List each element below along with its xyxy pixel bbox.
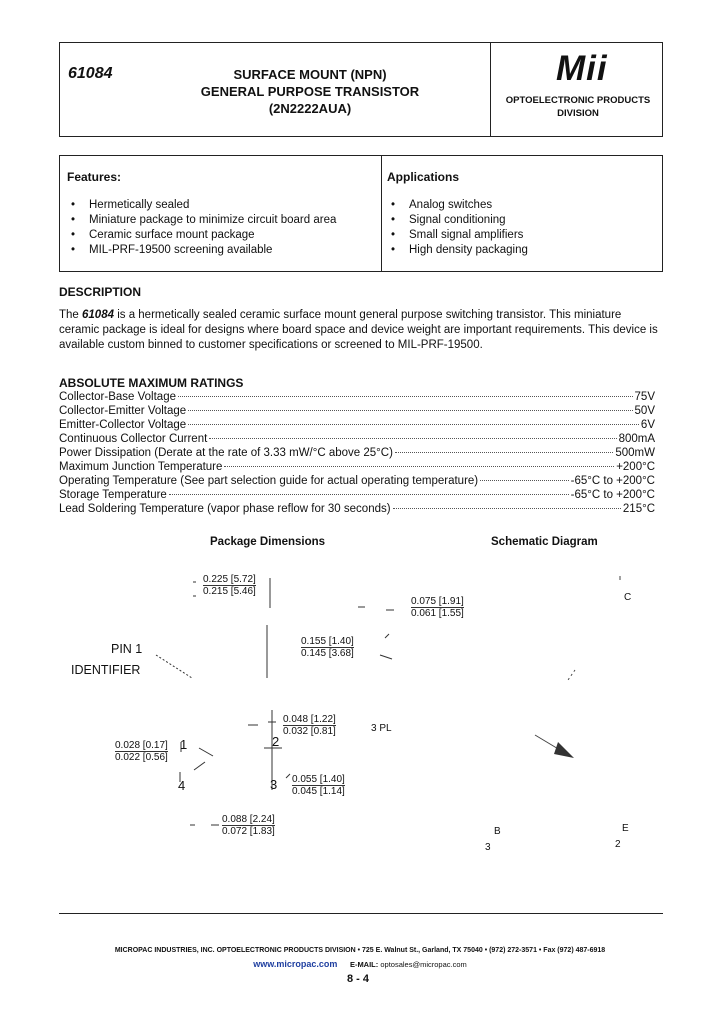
dim-body-width [301, 636, 354, 659]
email-label: E-MAIL: [349, 960, 379, 969]
dim-arrow [380, 655, 392, 659]
emitter-label: E [622, 823, 629, 834]
pin1-line-1: PIN 1 [111, 642, 143, 656]
dim-value: 0.075 [1.91] [411, 596, 464, 607]
hatch-mark [199, 748, 213, 756]
division-name [494, 94, 662, 120]
dim-value: 0.215 [5.46] [203, 586, 256, 597]
header-box [59, 42, 663, 137]
features-divider [381, 156, 382, 271]
rating-label: Storage Temperature [59, 489, 167, 501]
dim-value: 0.088 [2.24] [222, 814, 275, 825]
dim-value: 0.032 [0.81] [283, 726, 336, 737]
rating-label: Operating Temperature (See part selection guide for actual operating temperature) [59, 475, 479, 487]
footer-company: MICROPAC INDUSTRIES, INC. OPTOELECTRONIC PRODUCTS DIVISION • 725 E. Walnut St., Garland, TX 75040 • (972) 272-3571 • Fax (972) 487-6918 [114, 947, 606, 954]
emitter-arrow-icon [554, 742, 574, 758]
dim-value: 0.022 [0.56] [115, 752, 168, 763]
dim-value: 0.225 [5.72] [203, 574, 256, 585]
schematic-symbol [480, 570, 660, 820]
rating-label: Power Dissipation (Derate at the rate of 3.33 mW/°C above 25°C) [59, 447, 393, 459]
application-item: • Analog switches [387, 198, 528, 213]
dim-value: 0.072 [1.83] [222, 826, 275, 837]
footer-contact [0, 959, 720, 969]
collector-line [568, 670, 575, 680]
base-label: B [494, 826, 501, 837]
rating-row [59, 460, 655, 474]
dim-overall-length [203, 574, 256, 597]
feature-item: • Ceramic surface mount package [67, 228, 336, 243]
three-places-note: 3 PL [371, 723, 392, 734]
applications-heading: Applications [387, 170, 460, 184]
dot-leader [178, 396, 633, 397]
rating-label: Collector-Emitter Voltage [59, 405, 187, 417]
rating-label: Collector-Base Voltage [59, 391, 176, 403]
schematic-heading: Schematic Diagram [491, 536, 598, 548]
dim-pad-spacing [292, 774, 345, 797]
rating-value: 800mA [618, 433, 655, 445]
company-logo: Mii [556, 49, 608, 88]
description-part-number: 61084 [82, 309, 114, 321]
division-line-1: OPTOELECTRONIC PRODUCTS [505, 95, 651, 106]
application-item: • Signal conditioning [387, 213, 528, 228]
dot-leader [188, 410, 632, 411]
base-pin-number: 3 [485, 842, 491, 853]
title-line-3: (2N2222AUA) [268, 101, 352, 116]
applications-list [387, 198, 528, 258]
header-divider [490, 43, 491, 136]
website-link[interactable]: www.micropac.com [253, 959, 338, 969]
dot-leader [188, 424, 639, 425]
ratings-heading: ABSOLUTE MAXIMUM RATINGS [59, 376, 244, 390]
collector-label: C [624, 592, 632, 603]
description-heading: DESCRIPTION [59, 285, 142, 299]
rating-value: -65°C to +200°C [570, 475, 655, 487]
rating-value: +200°C [616, 461, 655, 473]
dim-pad-pitch [222, 814, 275, 837]
page-number: 8 - 4 [347, 973, 370, 985]
rating-row [59, 488, 655, 502]
feature-item: • Miniature package to minimize circuit board area [67, 213, 336, 228]
rating-row [59, 446, 655, 460]
dot-leader [393, 508, 621, 509]
rating-label: Lead Soldering Temperature (vapor phase reflow for 30 seconds) [59, 503, 391, 515]
rating-value: 75V [634, 391, 655, 403]
dot-leader [480, 480, 569, 481]
title-line-1: SURFACE MOUNT (NPN) [233, 67, 387, 82]
dim-value: 0.048 [1.22] [283, 714, 336, 725]
dim-value: 0.061 [1.55] [411, 608, 464, 619]
features-heading: Features: [67, 170, 122, 184]
rating-row [59, 418, 655, 432]
feature-item: • Hermetically sealed [67, 198, 336, 213]
pin-label-2: 2 [272, 734, 280, 749]
rating-row [59, 474, 655, 488]
rating-label: Maximum Junction Temperature [59, 461, 223, 473]
application-item: • High density packaging [387, 243, 528, 258]
pin1-identifier-label [71, 639, 143, 681]
hatch-mark [194, 762, 205, 770]
rating-value: -65°C to +200°C [570, 489, 655, 501]
rating-row [59, 432, 655, 446]
feature-item: • MIL-PRF-19500 screening available [67, 243, 336, 258]
email-link[interactable]: optosales@micropac.com [380, 960, 467, 969]
dot-leader [395, 452, 613, 453]
rating-label: Continuous Collector Current [59, 433, 208, 445]
dot-leader [209, 438, 616, 439]
dim-value: 0.145 [3.68] [301, 648, 354, 659]
rating-row [59, 390, 655, 404]
features-list [67, 198, 336, 258]
dim-value: 0.028 [0.17] [115, 740, 168, 751]
dim-value: 0.055 [1.40] [292, 774, 345, 785]
dim-pad-length [283, 714, 336, 737]
rating-row [59, 404, 655, 418]
dot-leader [169, 494, 569, 495]
rating-value: 500mW [615, 447, 655, 459]
division-line-2: DIVISION [557, 108, 599, 119]
dim-lead-width [411, 596, 464, 619]
description-prefix: The [59, 309, 83, 321]
rating-row [59, 502, 655, 516]
application-item: • Small signal amplifiers [387, 228, 528, 243]
ratings-table [59, 390, 655, 516]
pin-label-1: 1 [180, 737, 188, 752]
pin-label-4: 4 [178, 778, 186, 793]
rating-value: 215°C [622, 503, 655, 515]
title-line-2: GENERAL PURPOSE TRANSISTOR [200, 84, 420, 99]
dot-leader [224, 466, 614, 467]
document-title [140, 66, 480, 117]
dim-arrow [385, 634, 389, 638]
dim-value: 0.155 [1.40] [301, 636, 354, 647]
rating-value: 50V [634, 405, 655, 417]
dim-pad-width [115, 740, 168, 763]
emitter-pin-number: 2 [615, 839, 621, 850]
package-dimensions-heading: Package Dimensions [210, 536, 326, 548]
description-text [59, 308, 659, 353]
description-body: is a hermetically sealed ceramic surface mount general purpose switching transistor. This miniature ceramic package is ideal for designs where board space and device weight are important requirements. This device is available custom binned to customer specifications or screened to MIL-PRF-19500. [59, 309, 658, 351]
pin1-line-2: IDENTIFIER [71, 663, 141, 677]
features-box [59, 155, 663, 272]
rating-value: 6V [640, 419, 655, 431]
footer-rule [59, 913, 663, 914]
part-number: 61084 [68, 65, 113, 82]
pin-label-3: 3 [270, 777, 278, 792]
pin1-leader-line [156, 655, 192, 678]
dim-tick [286, 774, 290, 778]
rating-label: Emitter-Collector Voltage [59, 419, 187, 431]
dim-value: 0.045 [1.14] [292, 786, 345, 797]
